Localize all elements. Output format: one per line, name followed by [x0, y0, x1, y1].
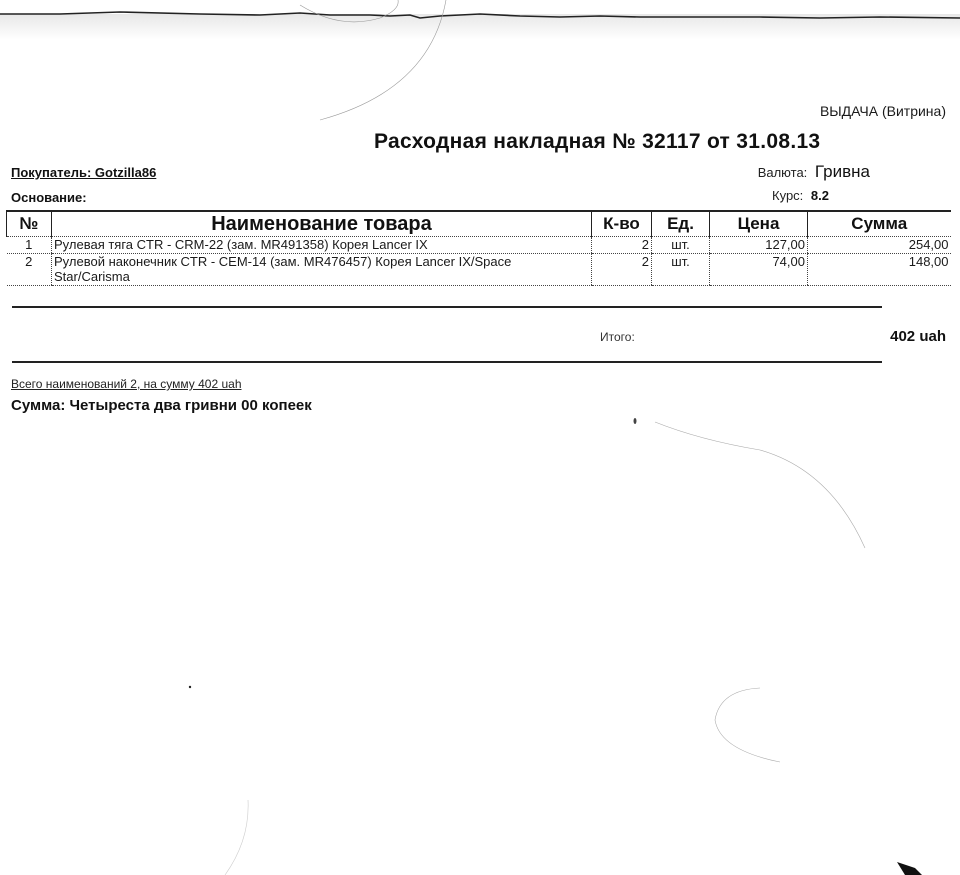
row-num: 2 — [7, 254, 52, 286]
row-name: Рулевой наконечник CTR - CEM-14 (зам. MR476457) Корея Lancer IX/Space Star/Carisma — [52, 254, 592, 286]
rate-value: 8.2 — [810, 188, 829, 203]
row-unit: шт. — [652, 237, 710, 254]
row-qty: 2 — [592, 237, 652, 254]
divider-top — [12, 306, 882, 308]
rate-label: Курс: — [772, 188, 804, 203]
summary-line: Всего наименований 2, на сумму 402 uah — [11, 377, 242, 391]
items-table — [6, 210, 951, 286]
row-sum: 148,00 — [808, 254, 951, 286]
currency-label: Валюта: — [757, 165, 808, 180]
row-sum: 254,00 — [808, 237, 951, 254]
total-value: 402 uah — [890, 328, 946, 345]
issue-type-label: ВЫДАЧА (Витрина) — [819, 103, 946, 119]
exchange-rate-field — [772, 188, 829, 203]
currency-field — [758, 162, 870, 182]
col-header-unit: Ед. — [652, 211, 710, 237]
document-title: Расходная накладная № 32117 от 31.08.13 — [374, 130, 821, 153]
col-header-qty: К-во — [592, 211, 652, 237]
table-header-row — [7, 211, 951, 237]
divider-bottom — [12, 361, 882, 363]
amount-in-words: Сумма: Четыреста два гривни 00 копеек — [11, 397, 312, 414]
col-header-name: Наименование товара — [52, 211, 592, 237]
torn-paper-edge — [0, 0, 960, 40]
row-price: 127,00 — [710, 237, 808, 254]
table-row — [7, 254, 951, 286]
row-qty: 2 — [592, 254, 652, 286]
basis-field: Основание: — [11, 190, 87, 205]
row-unit: шт. — [652, 254, 710, 286]
currency-value: Гривна — [814, 162, 870, 181]
row-name: Рулевая тяга CTR - CRM-22 (зам. MR491358) Корея Lancer IX — [52, 237, 592, 254]
col-header-sum: Сумма — [808, 211, 951, 237]
total-label: Итого: — [600, 330, 635, 344]
row-price: 74,00 — [710, 254, 808, 286]
col-header-num: № — [7, 211, 52, 237]
buyer-field: Покупатель: Gotzilla86 — [11, 165, 157, 180]
table-row — [7, 237, 951, 254]
row-num: 1 — [7, 237, 52, 254]
col-header-price: Цена — [710, 211, 808, 237]
